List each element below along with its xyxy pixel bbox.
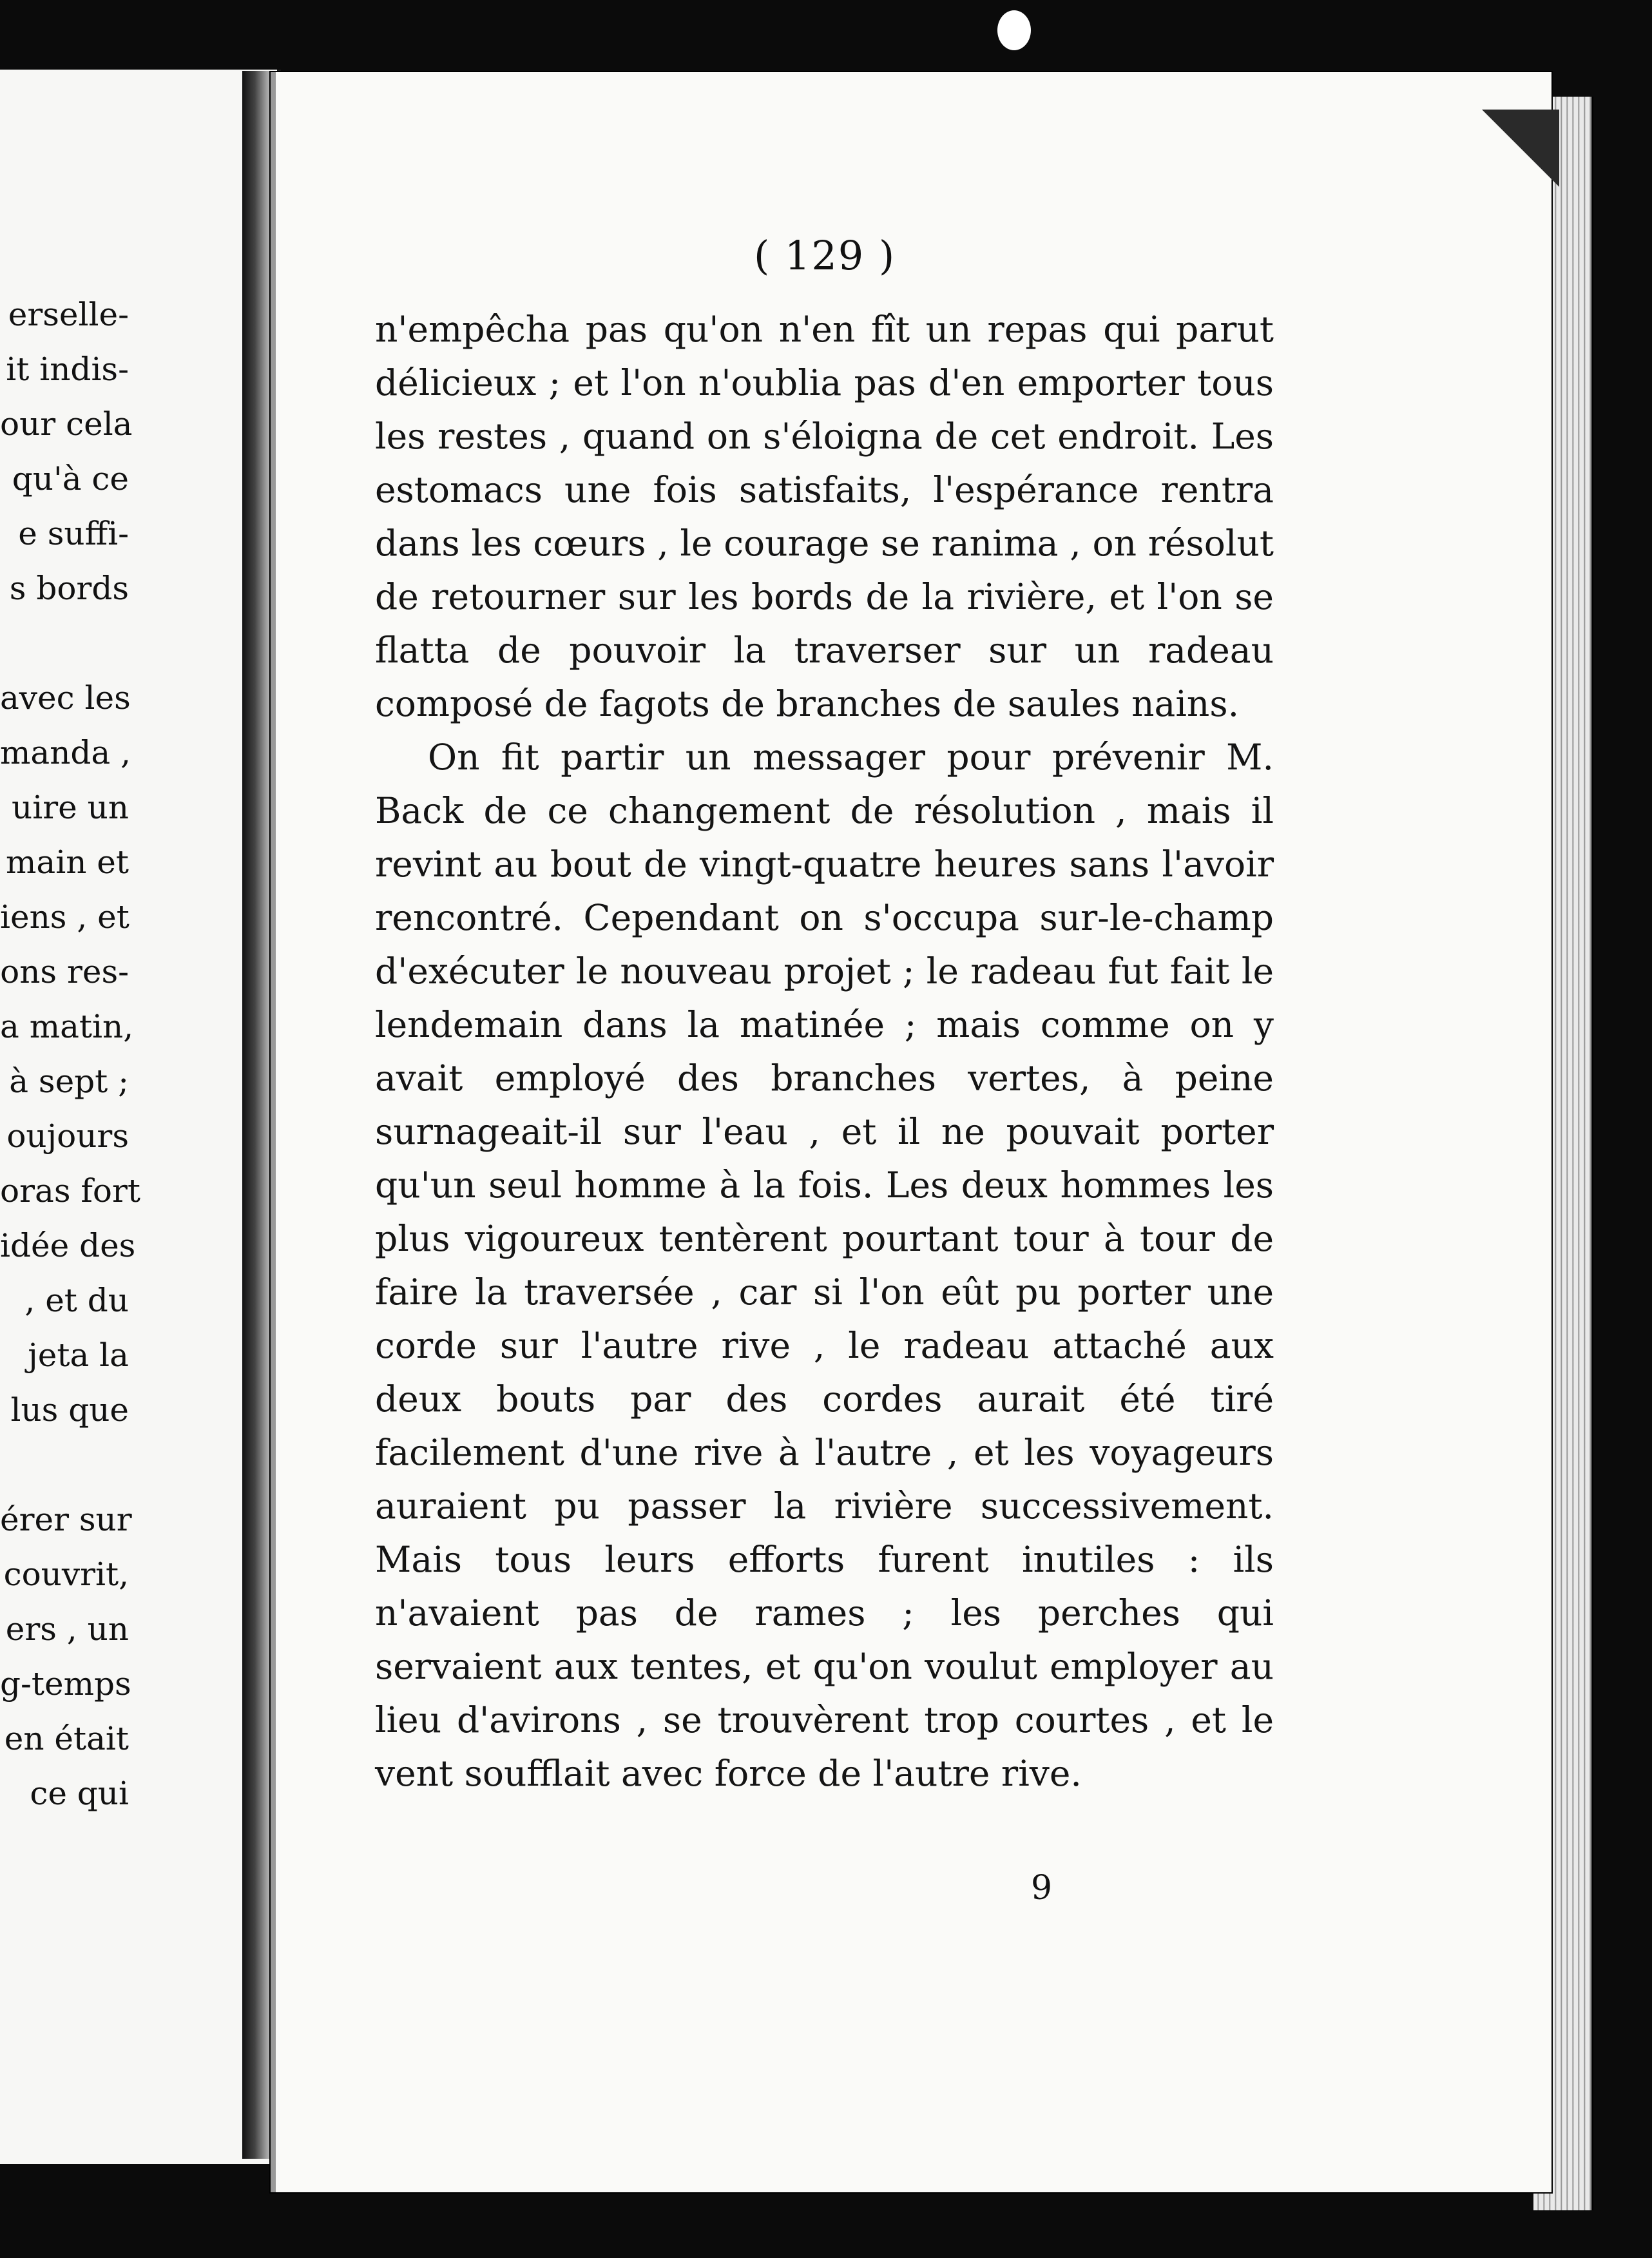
- left-page-line: ers , un: [5, 1610, 129, 1648]
- corner-fold: [1482, 110, 1559, 187]
- paragraph: On fit partir un messager pour prévenir M. Back de ce changement de résolution , mais il revint au bout de vingt-quatre heures sans l'avoir rencontré. Cependant on s'occupa sur-le-champ d'exécuter le nouveau projet ; le radeau fut fait le lendemain dans la matinée ; mais comme on y avait employé des branches vertes, à peine surnageait-il sur l'eau , et il ne pouvait porter qu'un seul homme à la fois. Les deux hommes les plus vigoureux tentèrent pourtant tour à tour de faire la traversée , car si l'on eût pu porter une corde sur l'autre rive , le radeau attaché aux deux bouts par des cordes aurait été tiré facilement d'une rive à l'autre , et les voyageurs auraient pu passer la rivière successivement. Mais tous leurs efforts furent inutiles : ils n'avaient pas de rames ; les perches qui servaient aux tentes, et qu'on voulut employer au lieu d'avirons , se trouvèrent trop courtes , et le vent soufflait avec force de l'autre rive.: [375, 737, 1274, 1794]
- left-page-line: our cela: [0, 405, 133, 443]
- left-page-line: idée des: [0, 1227, 136, 1264]
- left-page-line: en était: [4, 1720, 129, 1757]
- left-page-line: uire un: [12, 789, 129, 826]
- left-page-line: jeta la: [28, 1336, 129, 1374]
- left-page-line: manda ,: [0, 734, 131, 771]
- left-page-line: couvrit,: [3, 1556, 129, 1593]
- left-page-line: avec les: [0, 679, 131, 717]
- left-page-line: oras fort: [0, 1172, 140, 1210]
- left-page-line: e suffi-: [18, 515, 129, 552]
- left-page-line: a matin,: [0, 1008, 134, 1045]
- left-page-line: ce qui: [30, 1775, 129, 1812]
- left-page-line: érer sur: [0, 1501, 132, 1538]
- left-page-line: qu'à ce: [12, 460, 129, 497]
- left-page-line: s bords: [9, 570, 129, 607]
- left-page-line: erselle-: [8, 296, 129, 333]
- paragraph: n'empêcha pas qu'on n'en fît un repas qui parut délicieux ; et l'on n'oublia pas d'en emporter tous les restes , quand on s'éloigna de cet endroit. Les estomacs une fois satisfaits, l'espérance rentra dans les cœurs , le courage se ranima , on résolut de retourner sur les bords de la rivière, et l'on se flatta de pouvoir la traverser sur un radeau composé de fagots de branches de saules nains.: [375, 309, 1274, 724]
- left-page-line: lus que: [10, 1391, 129, 1429]
- punch-hole: [997, 10, 1031, 50]
- left-page-line: , et du: [24, 1282, 129, 1319]
- left-page-line: oujours: [6, 1117, 129, 1155]
- left-page-line: g-temps: [0, 1665, 131, 1703]
- left-page-line: ons res-: [0, 953, 129, 990]
- left-page-line: à sept ;: [9, 1063, 129, 1100]
- left-page-line: iens , et: [0, 898, 130, 936]
- page-number: ( 129 ): [754, 232, 896, 279]
- signature-mark: 9: [1031, 1869, 1053, 1907]
- left-page-line: main et: [6, 844, 129, 881]
- left-page: [0, 70, 281, 2164]
- left-page-line: it indis-: [6, 351, 129, 388]
- body-text: [375, 303, 1274, 1800]
